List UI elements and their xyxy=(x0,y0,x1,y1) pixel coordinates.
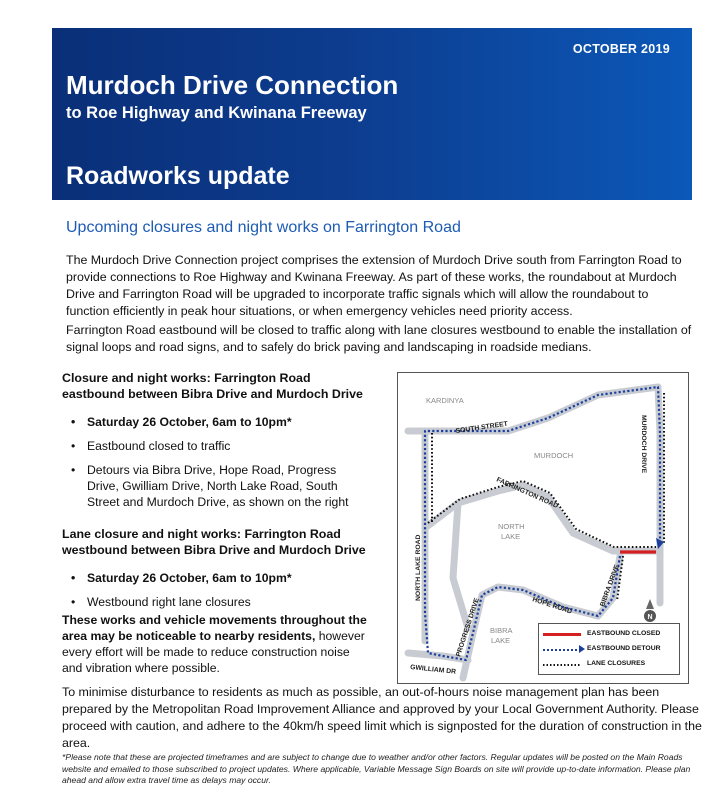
closure-heading-eastbound: Closure and night works: Farrington Road eastbound between Bibra Drive and Murdoch Drive xyxy=(62,371,363,401)
section-heading: Upcoming closures and night works on Farrington Road xyxy=(66,219,461,236)
newsletter-subtitle: to Roe Highway and Kwinana Freeway xyxy=(66,104,367,122)
legend-detour xyxy=(543,644,677,654)
newsletter-title: Murdoch Drive Connection xyxy=(66,70,399,100)
list-item: • Saturday 26 October, 6am to 10pm* xyxy=(62,570,370,586)
label-bibra-lake-2: LAKE xyxy=(491,636,511,645)
legend-lanes xyxy=(543,659,677,669)
label-murdoch-drive: MURDOCH DRIVE xyxy=(640,415,647,474)
map-legend xyxy=(538,623,680,675)
noise-notice xyxy=(62,612,370,676)
detour-map xyxy=(397,372,689,684)
label-gwilliam-drive: GWILLIAM DR xyxy=(409,664,457,676)
issue-date: OCTOBER 2019 xyxy=(572,42,670,56)
update-heading: Roadworks update xyxy=(66,162,290,190)
label-progress-drive: PROGRESS DRIVE xyxy=(455,597,481,658)
closed-swatch xyxy=(543,633,581,636)
label-bibra-lake: BIBRA xyxy=(490,626,513,635)
legend-closed xyxy=(543,629,677,639)
label-murdoch: MURDOCH xyxy=(534,451,574,460)
label-kardinya: KARDINYA xyxy=(426,396,464,405)
intro-paragraph: The Murdoch Drive Connection project comprises the extension of Murdoch Drive south from Farrington Road to provide connections to Roe Highway and Kwinana Freeway. As part of these works, the roundabout at Murdoch Drive and Farrington Road will be upgraded to incorporate traffic signals which will allow the roundabout to function efficiently in peak hour situations, or when emergency vehicles need priority access. xyxy=(66,253,682,318)
legend-lanes-label: LANE CLOSURES xyxy=(587,660,646,667)
label-bibra-drive: BIBRA DRIVE xyxy=(599,564,621,608)
footnote: *Please note that these are projected timeframes and are subject to change due to weather and/or other factors. Regular updates will be posted on the Main Roads website and emailed to those subscribed to project updates. Where applicable, Variable Message Sign Boards on site will provide up-to-date information. Please plan ahead and allow extra travel time as delays may occur. xyxy=(62,752,691,785)
legend-detour-label: EASTBOUND DETOUR xyxy=(587,645,661,652)
detour-arrow-icon xyxy=(579,645,585,653)
header-banner xyxy=(52,28,692,200)
list-item: • Detours via Bibra Drive, Hope Road, Progress Drive, Gwilliam Drive, North Lake Road, South Street and Murdoch Drive, as shown on the right xyxy=(62,462,370,510)
eastbound-bullet-list xyxy=(62,414,370,510)
legend-closed-label: EASTBOUND CLOSED xyxy=(587,630,661,637)
detour-swatch xyxy=(543,649,581,651)
list-item: • Eastbound closed to traffic xyxy=(62,438,370,454)
list-item: • Westbound right lane closures xyxy=(62,594,370,610)
lanes-swatch xyxy=(543,664,581,666)
label-south-street: SOUTH STREET xyxy=(455,420,509,435)
label-north-lake-road: NORTH LAKE ROAD xyxy=(415,534,422,601)
notice-bold-text: These works and vehicle movements throughout the area may be noticeable to nearby residents, xyxy=(62,613,367,643)
closure-details xyxy=(62,370,370,610)
label-farrington-road: FARRINGTON ROAD xyxy=(495,476,559,510)
notice-text: however every effort will be made to reduce construction noise and vibration where possible. xyxy=(62,629,365,675)
closure-paragraph: Farrington Road eastbound will be closed to traffic along with lane closures westbound to enable the installation of signal loops and road signs, and to safely do brick paving and landscaping in roadside medians. xyxy=(66,323,692,354)
closure-heading-westbound: Lane closure and night works: Farrington Road westbound between Bibra Drive and Murdoch Drive xyxy=(62,527,366,557)
svg-text:N: N xyxy=(647,614,653,621)
list-item: • Saturday 26 October, 6am to 10pm* xyxy=(62,414,370,430)
westbound-bullet-list xyxy=(62,570,370,610)
noise-management-paragraph: To minimise disturbance to residents as much as possible, an out-of-hours noise management plan has been prepared by the Metropolitan Road Improvement Alliance and approved by your Local Government Authority. Please proceed with caution, and adhere to the 40km/h speed limit which is signposted for the duration of construction in the area. xyxy=(62,685,702,750)
label-hope-road: HOPE ROAD xyxy=(531,596,573,616)
north-arrow-icon xyxy=(644,599,656,622)
label-north-lake-2: LAKE xyxy=(501,532,521,541)
label-north-lake: NORTH xyxy=(498,522,525,531)
